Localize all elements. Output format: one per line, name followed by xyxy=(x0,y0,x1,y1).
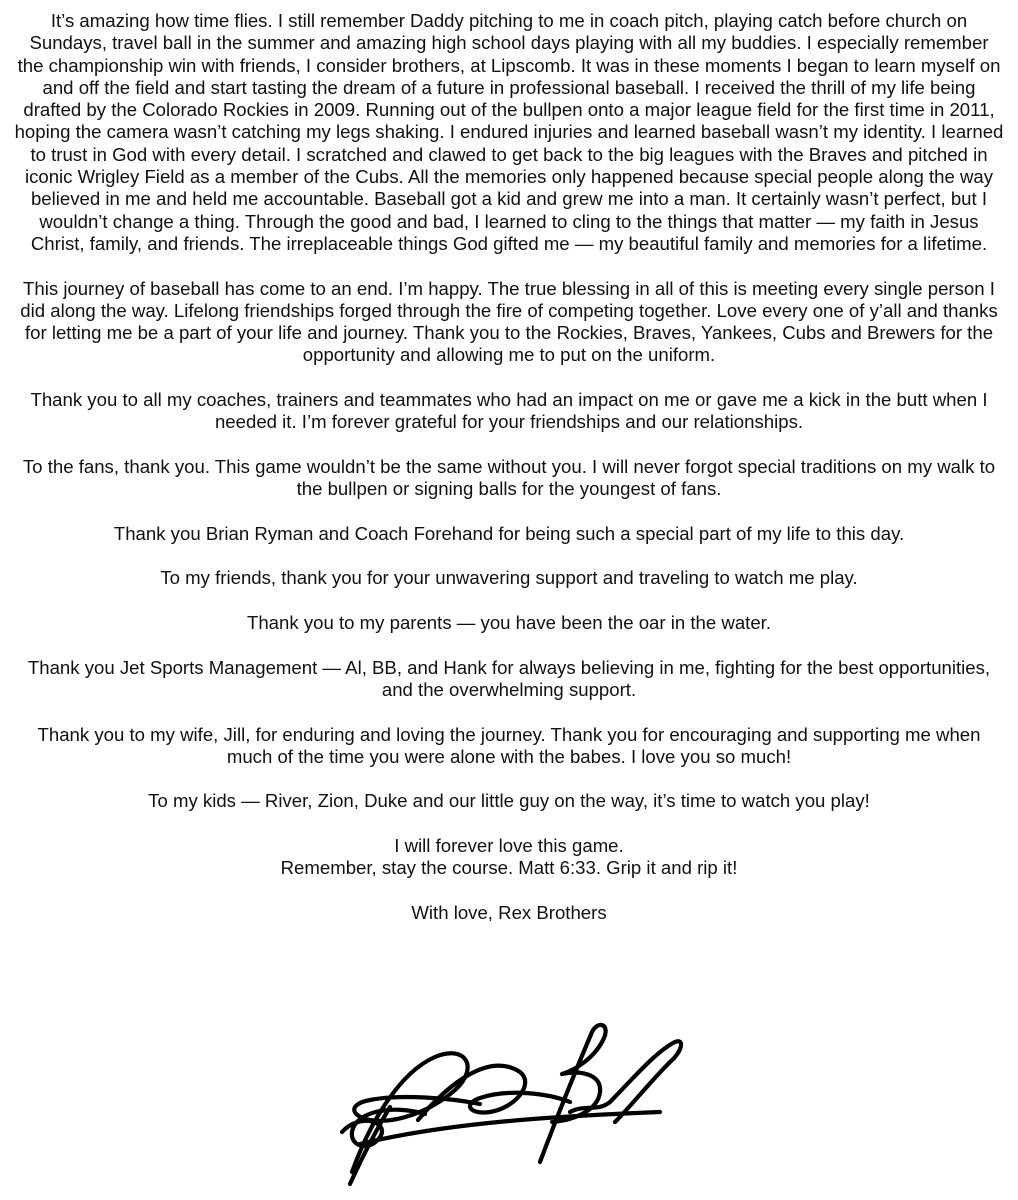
letter-paragraph-6: To my friends, thank you for your unwavering support and traveling to watch me play. xyxy=(160,567,858,589)
closing-lines xyxy=(14,835,1004,880)
letter-paragraph-3: Thank you to all my coaches, trainers and teammates who had an impact on me or gave me a kick in the butt when I needed it. I’m forever grateful for your friendships and our relationships. xyxy=(30,389,988,433)
letter-paragraph-4: To the fans, thank you. This game wouldn’t be the same without you. I will never forgot special traditions on my walk to the bullpen or signing balls for the youngest of fans. xyxy=(22,455,996,500)
letter-paragraph-1: It’s amazing how time flies. I still remember Daddy pitching to me in coach pitch, playing catch before church on Sundays, travel ball in the summer and amazing high school days playing with all my buddies. I especially remember the championship win with friends, I consider brothers, at Lipscomb. It was in these moments I began to learn myself on and off the field and start tasting the dream of a future in professional baseball. I received the thrill of my life being drafted by the Colorado Rockies in 2009. Running out of the bullpen onto a major league field for the first time in 2011, hoping the camera wasn’t catching my legs shaking. I endured injuries and learned baseball wasn’t my identity. I learned to trust in God with every detail. I scratched and clawed to get back to the big leagues with the Braves and pitched in iconic Wrigley Field as a member of the Cubs. All the memories only happened because special people along the way believed in me and held me accountable. Baseball got a kid and grew me into a man. It certainly wasn’t perfect, but I wouldn’t change a thing. Through the good and bad, I learned to cling to the things that matter — my faith in Jesus Christ, family, and friends. The irreplaceable things God gifted me — my beautiful family and memories for a lifetime. xyxy=(14,10,1004,254)
letter-paragraph-7: Thank you to my parents — you have been the oar in the water. xyxy=(246,612,772,634)
handwritten-signature-icon xyxy=(330,1012,690,1192)
signoff: With love, Rex Brothers xyxy=(411,901,607,923)
letter-body xyxy=(14,10,1004,924)
closing-line-2: Remember, stay the course. Matt 6:33. Grip it and rip it! xyxy=(280,857,738,879)
letter-paragraph-10: To my kids — River, Zion, Duke and our little guy on the way, it’s time to watch you play! xyxy=(148,790,870,812)
letter-paragraph-8: Thank you Jet Sports Management — Al, BB, and Hank for always believing in me, fighting for the best opportunities, and the overwhelming support. xyxy=(27,656,991,700)
letter-paragraph-5: Thank you Brian Ryman and Coach Forehand for being such a special part of my life to this day. xyxy=(113,522,905,544)
letter-paragraph-9: Thank you to my wife, Jill, for enduring and loving the journey. Thank you for encouraging and supporting me when much of the time you were alone with the babes. I love you so much! xyxy=(37,723,981,767)
letter-paragraph-2: This journey of baseball has come to an end. I’m happy. The true blessing in all of this is meeting every single person I did along the way. Lifelong friendships forged through the fire of competing together. Love every one of y’all and thanks for letting me be a part of your life and journey. Thank you to the Rockies, Braves, Yankees, Cubs and Brewers for the opportunity and allowing me to put on the uniform. xyxy=(20,277,998,366)
closing-line-1: I will forever love this game. xyxy=(394,834,624,856)
